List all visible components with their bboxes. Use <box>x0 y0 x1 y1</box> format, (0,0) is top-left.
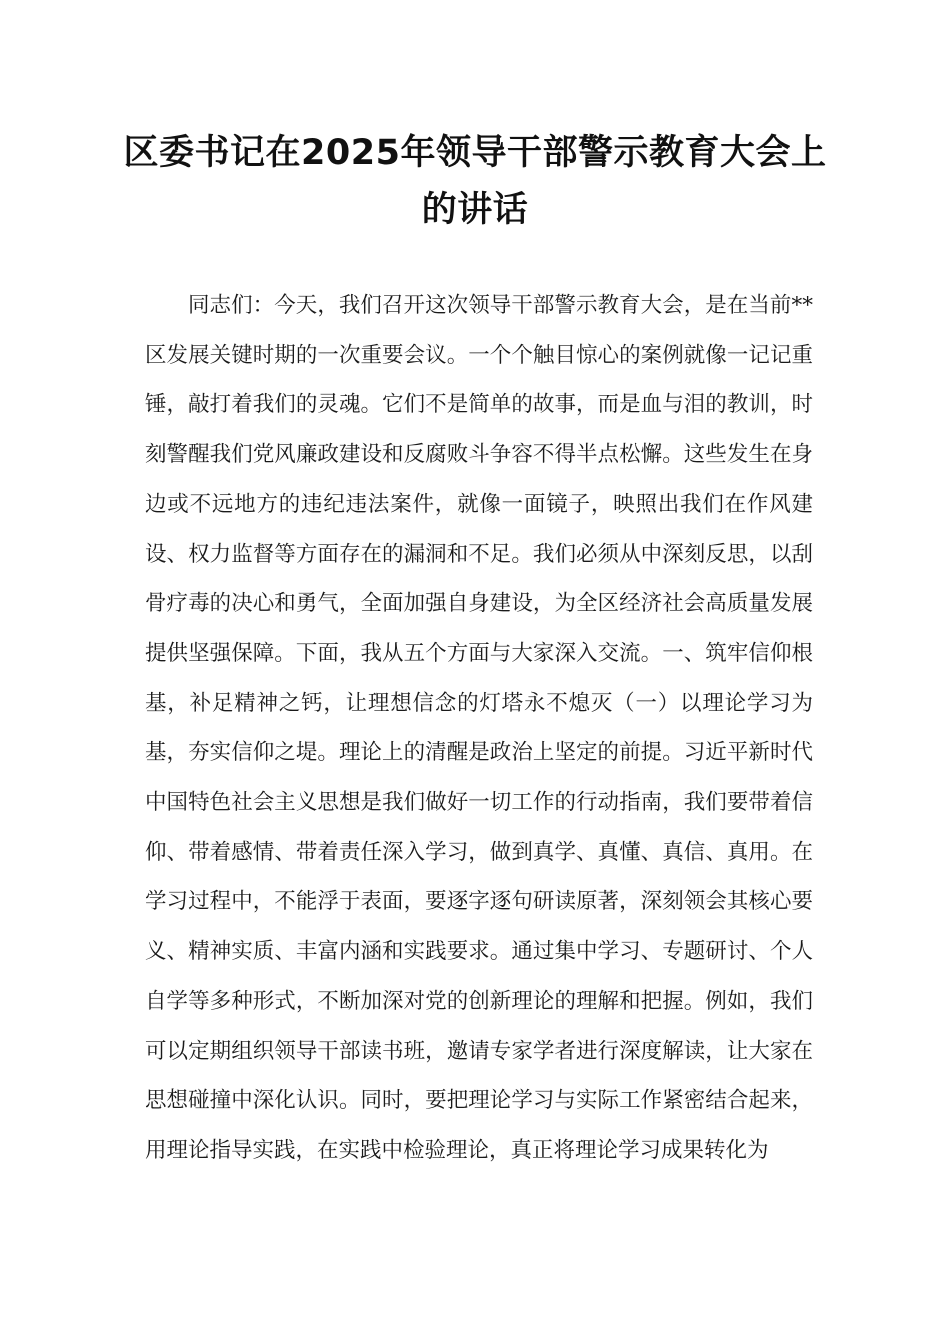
speech-body-paragraph: 同志们：今天，我们召开这次领导干部警示教育大会，是在当前**区发展关键时期的一次重要会议。一个个触目惊心的案例就像一记记重锤，敲打着我们的灵魂。它们不是简单的故事，而是血与泪的教训，时刻警醒我们党风廉政建设和反腐败斗争容不得半点松懈。这些发生在身边或不远地方的违纪违法案件，就像一面镜子，映照出我们在作风建设、权力监督等方面存在的漏洞和不足。我们必须从中深刻反思，以刮骨疗毒的决心和勇气，全面加强自身建设，为全区经济社会高质量发展提供坚强保障。下面，我从五个方面与大家深入交流。一、筑牢信仰根基，补足精神之钙，让理想信念的灯塔永不熄灭（一）以理论学习为基，夯实信仰之堤。理论上的清醒是政治上坚定的前提。习近平新时代中国特色社会主义思想是我们做好一切工作的行动指南，我们要带着信仰、带着感情、带着责任深入学习，做到真学、真懂、真信、真用。在学习过程中，不能浮于表面，要逐字逐句研读原著，深刻领会其核心要义、精神实质、丰富内涵和实践要求。通过集中学习、专题研讨、个人自学等多种形式，不断加深对党的创新理论的理解和把握。例如，我们可以定期组织领导干部读书班，邀请专家学者进行深度解读，让大家在思想碰撞中深化认识。同时，要把理论学习与实际工作紧密结合起来，用理论指导实践，在实践中检验理论，真正将理论学习成果转化为 <box>145 293 813 1163</box>
document-title: 区委书记在2025年领导干部警示教育大会上的讲话 <box>123 133 827 230</box>
